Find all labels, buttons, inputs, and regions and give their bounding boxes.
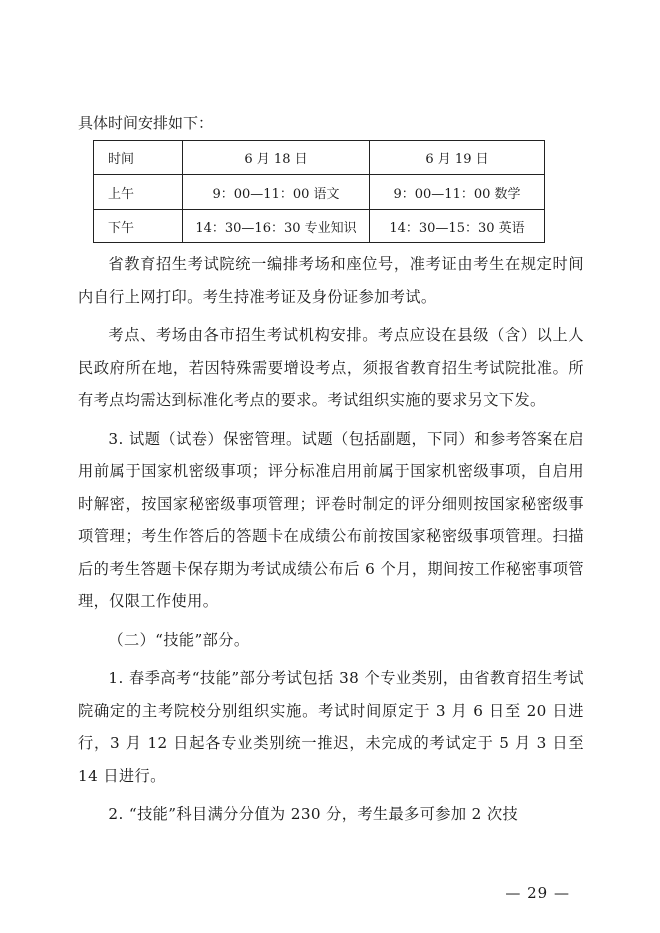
header-cell-time: 时间 xyxy=(94,141,183,175)
paragraph-exam-sites: 考点、考场由各市招生考试机构安排。考点应设在县级（含）以上人民政府所在地，若因特殊需要增设考点，须报省教育招生考试院批准。所有考点均需达到标准化考点的要求。考试组织实施的要求另文下发。 xyxy=(78,326,584,409)
cell-june19-afternoon: 14：30—15：30 英语 xyxy=(370,210,545,243)
paragraph-skills-score: 2. “技能”科目满分分值为 230 分，考生最多可参加 2 次技 xyxy=(108,805,519,823)
schedule-intro: 具体时间安排如下： xyxy=(78,114,214,132)
cell-june18-morning: 9：00—11：00 语文 xyxy=(183,175,370,210)
row-label-morning: 上午 xyxy=(94,175,183,210)
table-row-afternoon xyxy=(94,210,545,243)
paragraph-skills-exam: 1. 春季高考“技能”部分考试包括 38 个专业类别，由省教育招生考试院确定的主考院校分别组织实施。考试时间原定于 3 月 6 日至 20 日进行，3 月 12 日起各专业类别统一推迟，未完成的考试定于 5 月 3 日至 14 日进行。 xyxy=(78,669,584,785)
cell-june19-morning: 9：00—11：00 数学 xyxy=(370,175,545,210)
section-heading-skills: （二）“技能”部分。 xyxy=(108,630,250,649)
paragraph-confidentiality: 3. 试题（试卷）保密管理。试题（包括副题，下同）和参考答案在启用前属于国家机密级事项；评分标准启用前属于国家机密级事项，自启用时解密，按国家秘密级事项管理；评卷时制定的评分细则按国家秘密级事项管理；考生作答后的答题卡在成绩公布前按国家秘密级事项管理。扫描后的考生答题卡保存期为考试成绩公布后 6 个月，期间按工作秘密事项管理，仅限工作使用。 xyxy=(78,429,584,610)
exam-schedule-table xyxy=(93,140,545,243)
table-header-row xyxy=(94,141,545,175)
document-body xyxy=(78,248,584,831)
cell-june18-afternoon: 14：30—16：30 专业知识 xyxy=(183,210,370,243)
header-cell-june19: 6 月 19 日 xyxy=(370,141,545,175)
row-label-afternoon: 下午 xyxy=(94,210,183,243)
header-cell-june18: 6 月 18 日 xyxy=(183,141,370,175)
paragraph-exam-seating: 省教育招生考试院统一编排考场和座位号，准考证由考生在规定时间内自行上网打印。考生持准考证及身份证参加考试。 xyxy=(78,255,584,306)
table-row-morning xyxy=(94,175,545,210)
page-number: — 29 — xyxy=(505,884,570,902)
